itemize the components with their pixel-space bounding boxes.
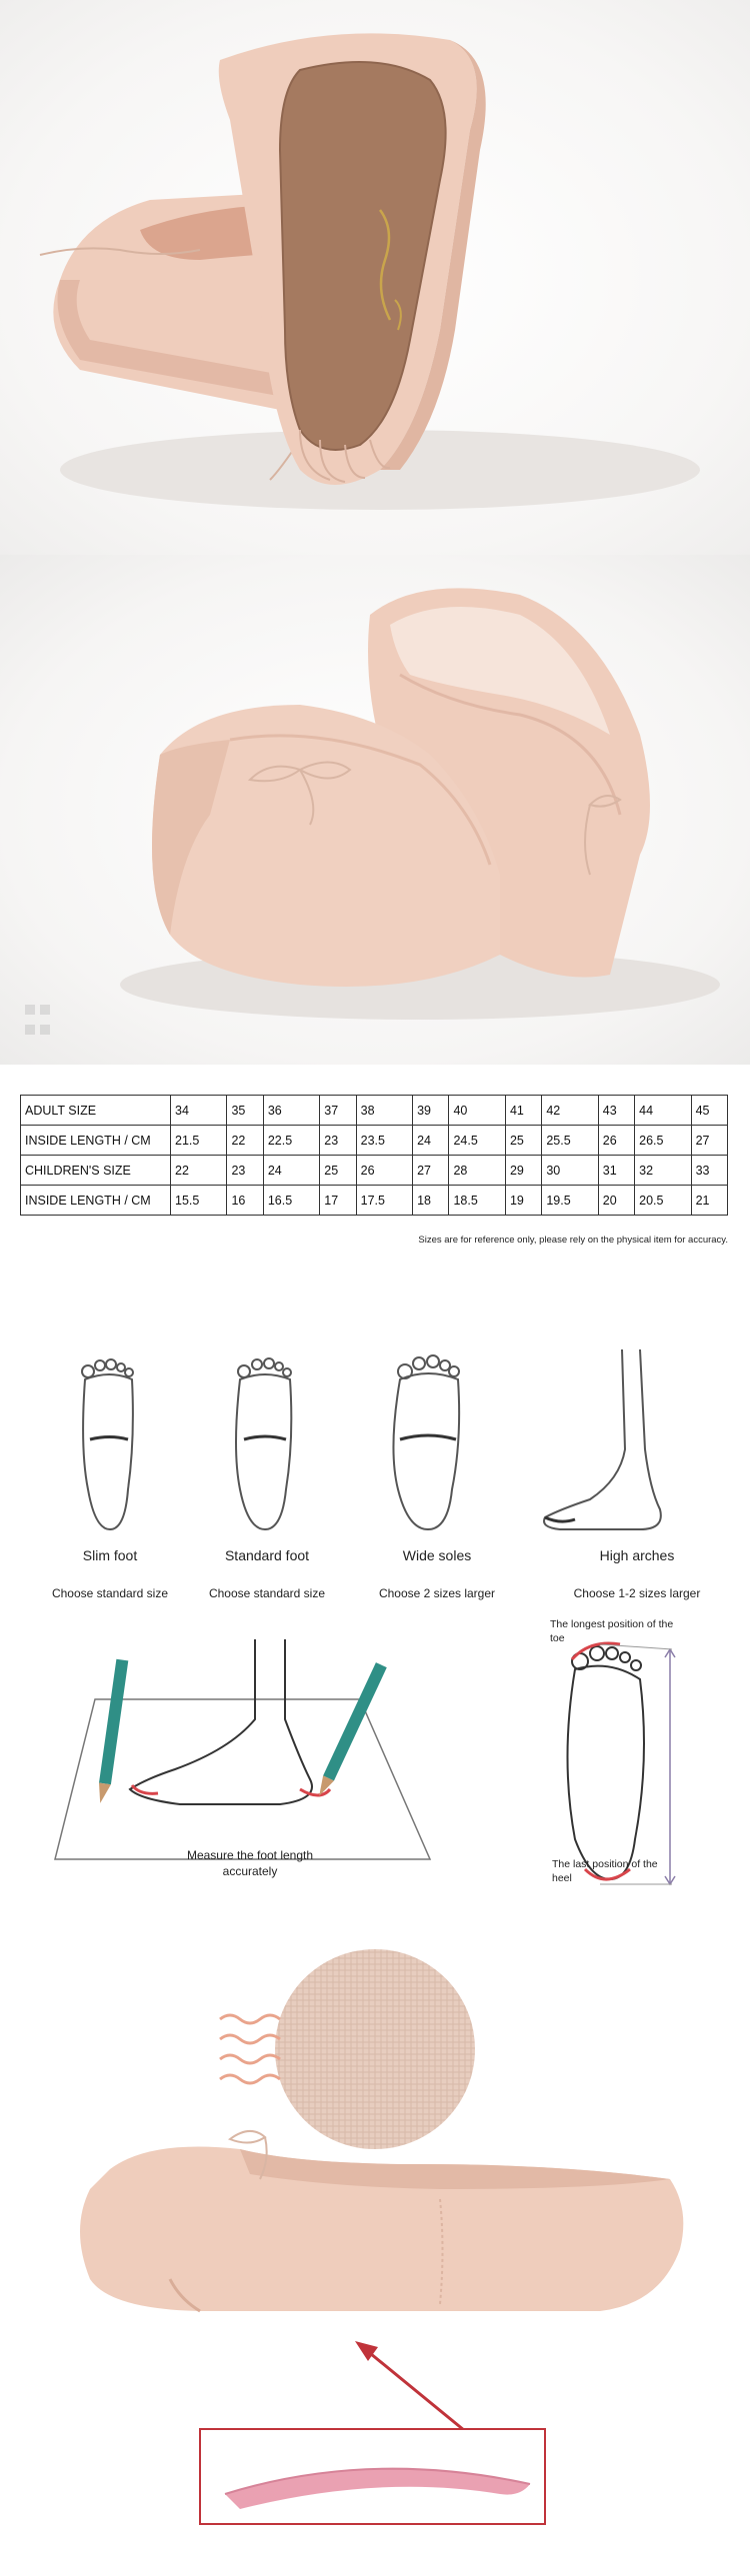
size-cell: 25 xyxy=(320,1156,356,1186)
size-note: Sizes are for reference only, please rely on the physical item for accuracy. xyxy=(418,1235,728,1246)
size-cell: 28 xyxy=(449,1156,505,1186)
size-cell: 30 xyxy=(542,1156,598,1186)
foot-type-name: Slim foot xyxy=(82,1547,138,1563)
size-cell: 26 xyxy=(356,1156,412,1186)
size-cell: 25.5 xyxy=(542,1126,598,1156)
size-cell: 16.5 xyxy=(263,1186,319,1216)
size-cell: 16 xyxy=(227,1186,263,1216)
size-cell: 44 xyxy=(635,1096,691,1126)
size-cell: 23 xyxy=(227,1156,263,1186)
arrow-pointer xyxy=(365,2349,470,2435)
size-cell: 18 xyxy=(413,1186,449,1216)
fabric-detail xyxy=(0,1949,750,2576)
size-cell: 39 xyxy=(413,1096,449,1126)
foot-type-standard xyxy=(192,1539,342,1601)
wide-soles-icon xyxy=(393,1355,459,1529)
size-cell: 21 xyxy=(691,1186,727,1216)
soft-waves-icon xyxy=(220,2015,280,2083)
measure-caption: Measure the foot length accurately xyxy=(186,1848,314,1878)
high-arches-icon xyxy=(544,1349,661,1529)
size-cell: 24 xyxy=(263,1156,319,1186)
footprint-icon xyxy=(568,1643,645,1879)
standard-foot-icon xyxy=(236,1358,291,1529)
size-cell: 15.5 xyxy=(171,1186,227,1216)
product-photo-pair xyxy=(0,555,750,1065)
size-cell: 29 xyxy=(505,1156,541,1186)
slim-foot-icon xyxy=(82,1359,133,1529)
foot-type-advice: Choose standard size xyxy=(51,1586,169,1600)
foot-type-slim xyxy=(35,1539,185,1601)
size-cell: 27 xyxy=(413,1156,449,1186)
size-row-label: CHILDREN'S SIZE xyxy=(21,1156,171,1186)
heel-label: The last position of the heel xyxy=(552,1858,658,1884)
size-cell: 19.5 xyxy=(542,1186,598,1216)
size-cell: 23 xyxy=(320,1126,356,1156)
size-cell: 41 xyxy=(505,1096,541,1126)
size-cell: 22 xyxy=(227,1126,263,1156)
foot-type-name: High arches xyxy=(599,1547,675,1563)
size-cell: 21.5 xyxy=(171,1126,227,1156)
size-table-row xyxy=(21,1156,728,1186)
size-cell: 17 xyxy=(320,1186,356,1216)
size-cell: 24 xyxy=(413,1126,449,1156)
size-cell: 34 xyxy=(171,1096,227,1126)
size-cell: 26 xyxy=(598,1126,634,1156)
size-cell: 37 xyxy=(320,1096,356,1126)
size-cell: 26.5 xyxy=(635,1126,691,1156)
foot-type-high-arches xyxy=(562,1539,712,1601)
pointe-shoes-sole-illustration xyxy=(0,0,750,555)
size-cell: 25 xyxy=(505,1126,541,1156)
size-cell: 18.5 xyxy=(449,1186,505,1216)
size-cell: 33 xyxy=(691,1156,727,1186)
size-cell: 27 xyxy=(691,1126,727,1156)
product-photo-sole xyxy=(0,0,750,555)
size-chart xyxy=(0,1080,750,1280)
size-cell: 19 xyxy=(505,1186,541,1216)
size-row-label: INSIDE LENGTH / CM xyxy=(21,1186,171,1216)
foot-type-advice: Choose standard size xyxy=(208,1586,326,1600)
size-row-label: INSIDE LENGTH / CM xyxy=(21,1126,171,1156)
foot-type-name: Standard foot xyxy=(224,1547,310,1563)
canvas-fabric-swatch xyxy=(275,1949,475,2149)
pencil-right-icon xyxy=(315,1662,387,1798)
foot-type-name: Wide soles xyxy=(402,1547,472,1563)
size-cell: 38 xyxy=(356,1096,412,1126)
size-cell: 35 xyxy=(227,1096,263,1126)
size-table-row xyxy=(21,1186,728,1216)
size-cell: 31 xyxy=(598,1156,634,1186)
measure-illustration xyxy=(0,1639,750,1939)
size-cell: 36 xyxy=(263,1096,319,1126)
size-table-row xyxy=(21,1126,728,1156)
toe-label: The longest position of the toe xyxy=(550,1618,674,1644)
pointe-shoes-pair-illustration xyxy=(0,555,750,1065)
size-cell: 22 xyxy=(171,1156,227,1186)
size-cell: 45 xyxy=(691,1096,727,1126)
fabric-detail-illustration xyxy=(0,1949,750,2576)
pencil-left-icon xyxy=(96,1659,128,1804)
foot-type-guide xyxy=(0,1299,750,1949)
size-row-label: ADULT SIZE xyxy=(21,1096,171,1126)
size-cell: 40 xyxy=(449,1096,505,1126)
size-cell: 24.5 xyxy=(449,1126,505,1156)
size-cell: 20.5 xyxy=(635,1186,691,1216)
size-table-row xyxy=(21,1096,728,1126)
size-cell: 43 xyxy=(598,1096,634,1126)
size-cell: 23.5 xyxy=(356,1126,412,1156)
foot-type-advice: Choose 1-2 sizes larger xyxy=(573,1586,701,1600)
foot-type-advice: Choose 2 sizes larger xyxy=(378,1586,496,1600)
size-cell: 17.5 xyxy=(356,1186,412,1216)
size-cell: 42 xyxy=(542,1096,598,1126)
size-cell: 32 xyxy=(635,1156,691,1186)
size-table xyxy=(20,1095,728,1216)
size-cell: 20 xyxy=(598,1186,634,1216)
foot-type-wide xyxy=(362,1539,512,1601)
foot-outlines xyxy=(0,1329,750,1539)
size-cell: 22.5 xyxy=(263,1126,319,1156)
